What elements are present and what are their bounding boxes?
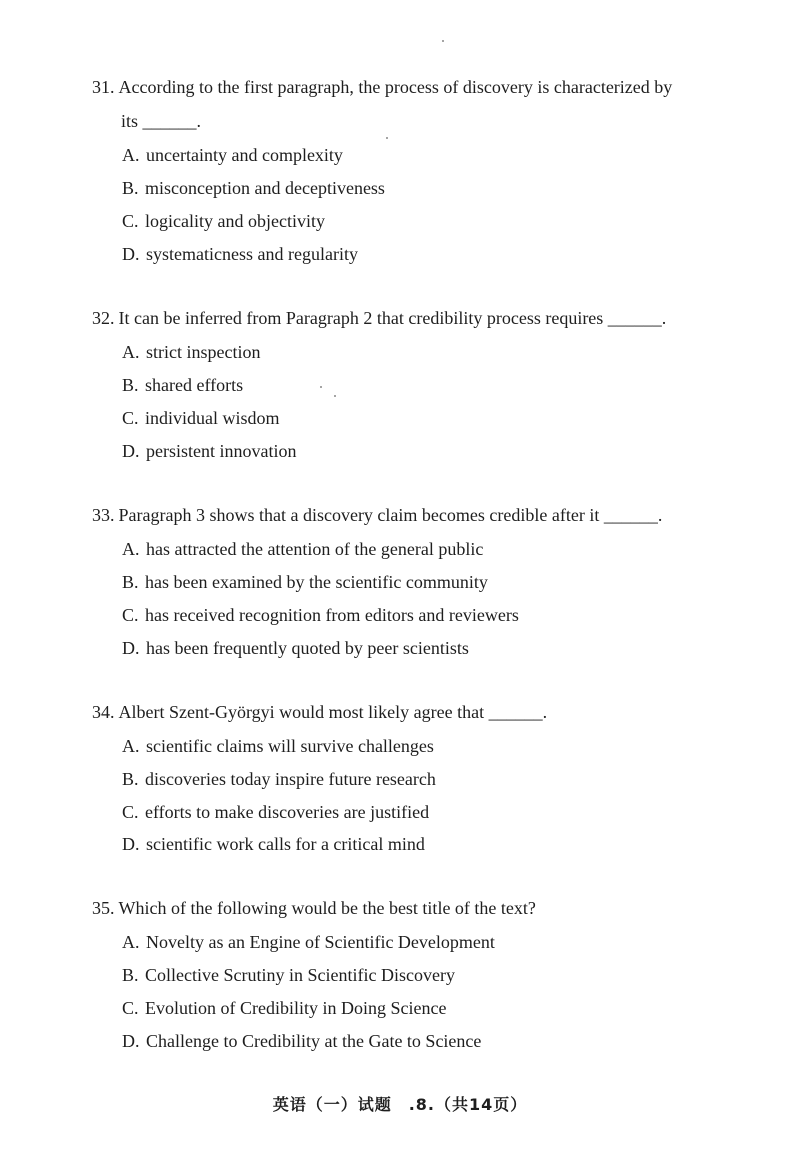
option-c: [122, 800, 429, 824]
option-text: persistent innovation: [146, 441, 297, 461]
scan-speck: [386, 137, 388, 139]
question-number: 33.: [92, 505, 115, 525]
option-letter: A.: [122, 736, 140, 756]
option-text: efforts to make discoveries are justified: [145, 802, 430, 822]
question-stem: [92, 891, 742, 925]
option-a: [122, 537, 483, 561]
option-text: individual wisdom: [145, 408, 280, 428]
option-d: [122, 636, 469, 660]
option-d: [122, 1029, 481, 1053]
option-text: strict inspection: [146, 342, 261, 362]
option-letter: B.: [122, 572, 139, 592]
option-text: has been frequently quoted by peer scientists: [146, 638, 469, 658]
option-b: [122, 373, 243, 397]
option-text: Collective Scrutiny in Scientific Discovery: [145, 965, 455, 985]
option-b: [122, 963, 455, 987]
stem-text: According to the first paragraph, the process of discovery is characterized by: [118, 77, 673, 97]
option-letter: D.: [122, 244, 140, 264]
option-d: [122, 439, 296, 463]
option-text: has attracted the attention of the general public: [146, 539, 484, 559]
option-d: [122, 242, 358, 266]
option-text: Evolution of Credibility in Doing Science: [145, 998, 447, 1018]
option-d: [122, 832, 425, 856]
option-letter: D.: [122, 441, 140, 461]
option-c: [122, 996, 446, 1020]
option-letter: C.: [122, 408, 139, 428]
option-text: scientific work calls for a critical mind: [146, 834, 425, 854]
option-letter: A.: [122, 145, 140, 165]
option-c: [122, 603, 519, 627]
option-letter: C.: [122, 802, 139, 822]
option-a: [122, 930, 495, 954]
option-text: uncertainty and complexity: [146, 145, 343, 165]
option-text: systematicness and regularity: [146, 244, 358, 264]
stem-text: Albert Szent-Györgyi would most likely agree that ______.: [118, 702, 548, 722]
option-letter: D.: [122, 834, 140, 854]
option-letter: B.: [122, 769, 139, 789]
question-number: 34.: [92, 702, 115, 722]
option-letter: D.: [122, 638, 140, 658]
question-stem: [92, 70, 742, 138]
option-letter: A.: [122, 932, 140, 952]
option-text: logicality and objectivity: [145, 211, 325, 231]
option-text: has been examined by the scientific community: [145, 572, 488, 592]
option-letter: A.: [122, 539, 140, 559]
option-letter: B.: [122, 965, 139, 985]
option-text: misconception and deceptiveness: [145, 178, 385, 198]
option-letter: C.: [122, 605, 139, 625]
option-b: [122, 176, 385, 200]
option-b: [122, 767, 436, 791]
option-letter: D.: [122, 1031, 140, 1051]
option-b: [122, 570, 488, 594]
stem-text: It can be inferred from Paragraph 2 that credibility process requires ______.: [118, 308, 667, 328]
option-text: Novelty as an Engine of Scientific Development: [146, 932, 495, 952]
question-number: 31.: [92, 77, 115, 97]
question-number: 32.: [92, 308, 115, 328]
option-text: Challenge to Credibility at the Gate to Science: [146, 1031, 482, 1051]
stem-continuation: its ______.: [121, 111, 202, 131]
scan-speck: [442, 40, 444, 42]
option-text: scientific claims will survive challenges: [146, 736, 434, 756]
stem-text: Which of the following would be the best title of the text?: [118, 898, 536, 918]
question-stem: [92, 301, 742, 335]
option-letter: B.: [122, 178, 139, 198]
option-text: shared efforts: [145, 375, 244, 395]
question-stem: [92, 498, 742, 532]
question-stem: [92, 695, 742, 729]
option-letter: B.: [122, 375, 139, 395]
option-a: [122, 143, 343, 167]
question-number: 35.: [92, 898, 115, 918]
option-a: [122, 734, 434, 758]
page-footer: 英语（一）试题 .8.（共14页）: [272, 1095, 528, 1114]
stem-text: Paragraph 3 shows that a discovery claim becomes credible after it ______.: [118, 505, 663, 525]
option-c: [122, 209, 325, 233]
option-letter: A.: [122, 342, 140, 362]
option-letter: C.: [122, 211, 139, 231]
option-text: discoveries today inspire future research: [145, 769, 436, 789]
option-a: [122, 340, 260, 364]
scan-speck: [334, 395, 336, 397]
scan-speck: [320, 386, 322, 388]
option-letter: C.: [122, 998, 139, 1018]
option-text: has received recognition from editors and reviewers: [145, 605, 519, 625]
option-c: [122, 406, 280, 430]
